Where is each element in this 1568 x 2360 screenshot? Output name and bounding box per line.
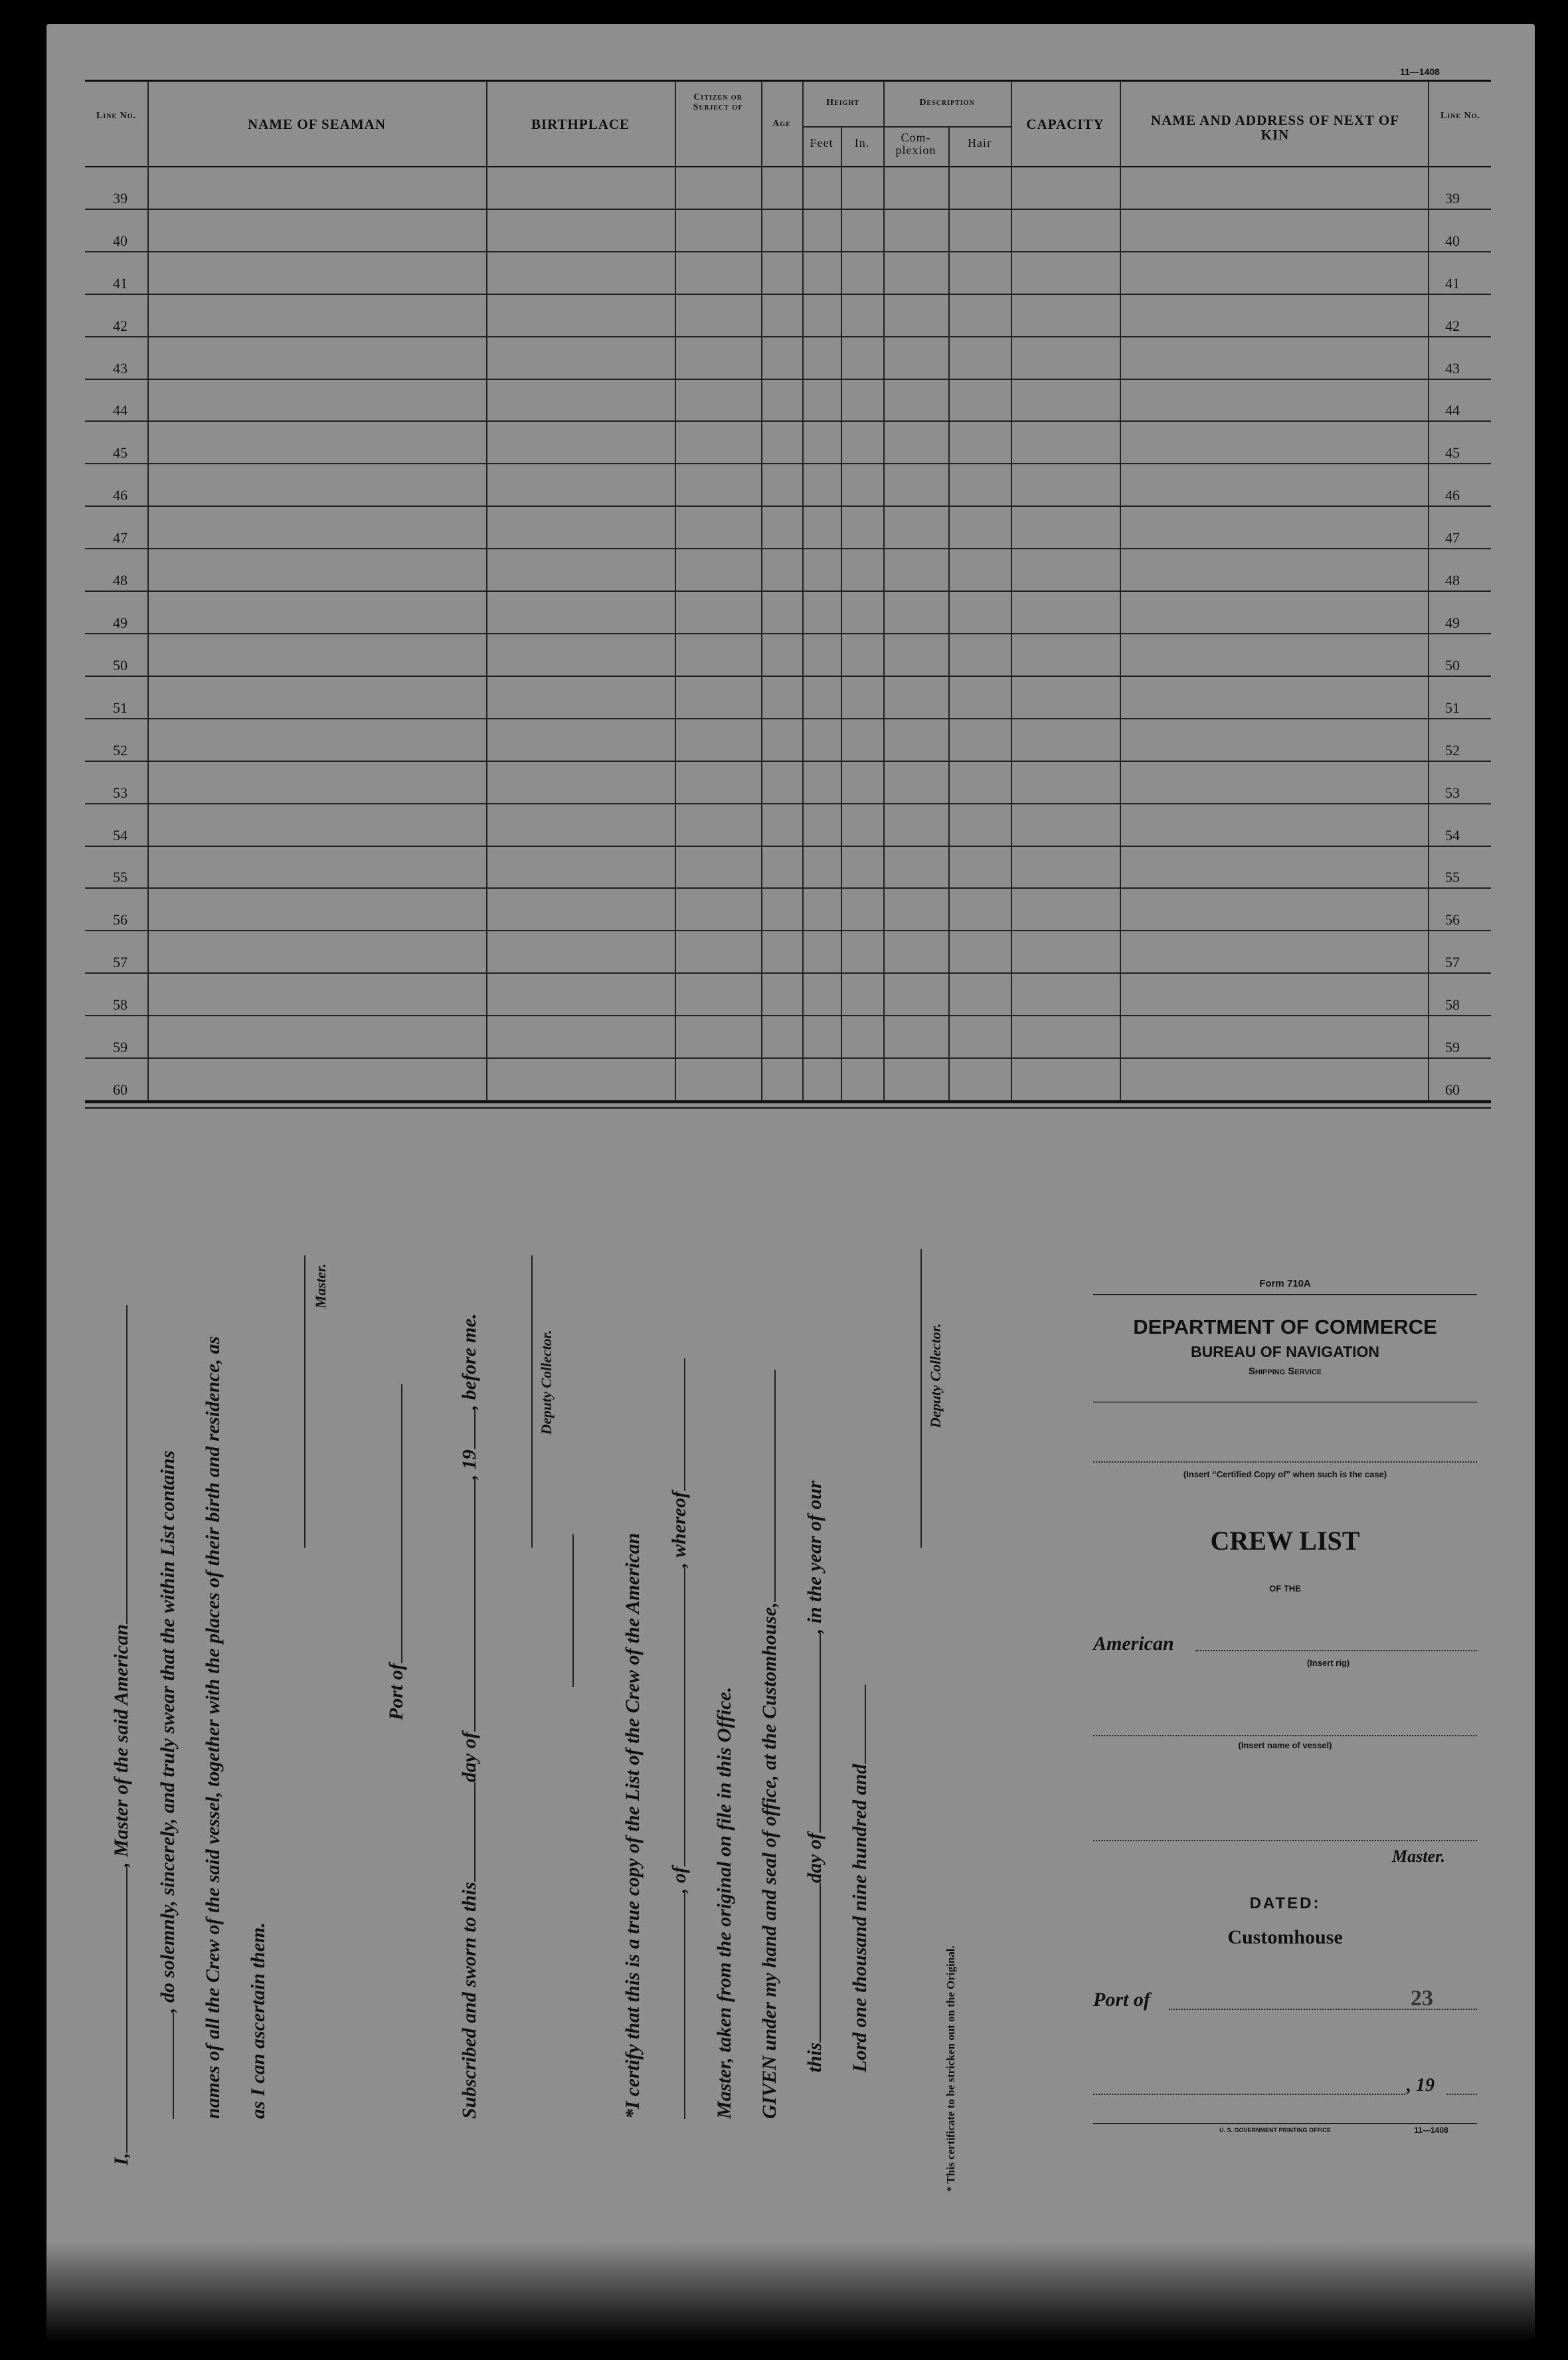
row-number-left: 45: [113, 444, 128, 462]
certified-copy-blank[interactable]: [1093, 1461, 1477, 1463]
year-blank[interactable]: [460, 1409, 476, 1449]
department-title: DEPARTMENT OF COMMERCE: [1133, 1315, 1437, 1338]
cover-year-label: , 19: [1407, 2075, 1435, 2096]
row-number-left: 42: [113, 317, 128, 334]
row-number-right: 56: [1445, 911, 1460, 929]
row-number-right: 60: [1445, 1081, 1460, 1098]
row-number-right: 47: [1445, 529, 1460, 547]
row-number-left: 48: [113, 572, 128, 589]
table-row: [85, 761, 1491, 762]
cert-vessel-blank[interactable]: [669, 1893, 685, 2119]
table-row: [85, 590, 1491, 592]
day-of-text-2: day of: [804, 1833, 826, 1883]
row-number-left: 47: [113, 529, 128, 547]
header-bottom-rule: [85, 166, 1491, 167]
table-top-rule: [85, 80, 1491, 82]
subheader-rule: [802, 126, 1011, 128]
table-row: [85, 1100, 1491, 1101]
header-line-no-right: Line No.: [1440, 111, 1480, 121]
table-row: [85, 294, 1491, 295]
vessel-name-field[interactable]: [1093, 1735, 1477, 1736]
form-code-top: 11—1408: [1400, 66, 1440, 77]
separator-rule: [572, 1534, 574, 1687]
cover-date-blank[interactable]: [1093, 2094, 1405, 2095]
table-bottom-rule-2: [85, 1107, 1491, 1109]
row-number-right: 51: [1445, 699, 1460, 716]
table-row: [85, 463, 1491, 464]
col-divider-feet: [841, 126, 842, 1101]
row-number-right: 46: [1445, 487, 1460, 504]
row-number-left: 40: [113, 232, 128, 249]
affidavit-block: [0, 1209, 956, 2192]
cover-master-label: Master.: [1392, 1847, 1446, 1866]
table-row: [85, 336, 1491, 337]
table-row: [85, 803, 1491, 804]
header-complexion: Com- plexion: [895, 131, 936, 157]
row-number-right: 42: [1445, 317, 1460, 334]
printing-imprint: U. S. GOVERNMENT PRINTING OFFICE: [1219, 2127, 1331, 2133]
port-stamp: 23: [1411, 1986, 1433, 2011]
row-number-left: 51: [113, 699, 128, 716]
lord-line: [849, 1684, 871, 2072]
row-number-left: 50: [113, 656, 128, 674]
month-blank[interactable]: [460, 1479, 476, 1732]
row-number-left: 53: [113, 784, 128, 801]
affidavit-line-4: as I can ascertain them.: [247, 1922, 269, 2119]
row-number-right: 54: [1445, 826, 1460, 844]
header-hair: Hair: [968, 136, 992, 149]
customhouse-blank[interactable]: [760, 1370, 776, 1602]
table-bottom-rule: [85, 1101, 1491, 1103]
row-number-left: 57: [113, 954, 128, 971]
of-whereof-line: [668, 1358, 691, 2119]
row-number-right: 50: [1445, 656, 1460, 674]
lord-text: Lord one thousand nine hundred and: [849, 1764, 871, 2072]
header-capacity: CAPACITY: [1026, 116, 1104, 132]
row-number-right: 59: [1445, 1039, 1460, 1056]
header-description: Description: [919, 98, 975, 108]
row-number-right: 48: [1445, 572, 1460, 589]
header-line-no: Line No.: [96, 111, 136, 121]
table-row: [85, 379, 1491, 380]
master-name-blank[interactable]: [112, 1867, 128, 2153]
row-number-right: 53: [1445, 784, 1460, 801]
row-number-left: 54: [113, 826, 128, 844]
cover-port-of-label: Port of: [1093, 1989, 1150, 2011]
cert-day-blank[interactable]: [805, 1883, 821, 2042]
subscribed-text: Subscribed and sworn to this: [458, 1882, 480, 2119]
row-number-left: 59: [113, 1039, 128, 1056]
table-row: [85, 1015, 1491, 1016]
row-number-left: 39: [113, 189, 128, 207]
affidavit-line-3: names of all the Crew of the said vessel, together with the places of their birth and residence, as: [202, 1336, 224, 2119]
row-number-right: 49: [1445, 614, 1460, 631]
whereof-text: , whereof: [668, 1491, 690, 1568]
american-label: American: [1093, 1633, 1174, 1655]
row-number-right: 40: [1445, 232, 1460, 249]
cover-form-code: 11—1408: [1414, 2126, 1448, 2135]
cover-top-rule: [1093, 1294, 1477, 1295]
row-number-right: 52: [1445, 741, 1460, 759]
insert-vessel-note: (Insert name of vessel): [1238, 1740, 1332, 1750]
row-number-right: 43: [1445, 359, 1460, 377]
port-blank[interactable]: [387, 1384, 402, 1663]
row-number-left: 56: [113, 911, 128, 929]
row-number-left: 55: [113, 869, 128, 886]
row-number-left: 60: [113, 1081, 128, 1098]
of-text: , of: [668, 1866, 690, 1893]
row-number-right: 39: [1445, 189, 1460, 207]
table-row: [85, 548, 1491, 549]
table-row: [85, 633, 1491, 634]
day-blank[interactable]: [460, 1782, 476, 1882]
header-citizen: Citizen or Subject of: [693, 92, 743, 112]
row-number-right: 45: [1445, 444, 1460, 462]
table-row: [85, 209, 1491, 210]
row-number-left: 46: [113, 487, 128, 504]
row-number-right: 41: [1445, 274, 1460, 292]
rig-blank[interactable]: [1195, 1650, 1477, 1651]
deputy-signature-line-1[interactable]: [531, 1255, 533, 1548]
in-year-text: , in the year of our: [804, 1481, 826, 1634]
header-age: Age: [772, 119, 791, 129]
cert-port-blank[interactable]: [669, 1568, 685, 1866]
deputy-signature-line-2[interactable]: [920, 1249, 922, 1548]
cover-rule-2: [1093, 1402, 1477, 1403]
row-number-right: 58: [1445, 996, 1460, 1014]
table-row: [85, 420, 1491, 422]
col-divider-complexion: [948, 126, 950, 1101]
header-birthplace: BIRTHPLACE: [531, 116, 630, 132]
table-row: [85, 972, 1491, 974]
row-number-left: 43: [113, 359, 128, 377]
affidavit-line-1: [110, 1305, 133, 2165]
row-number-left: 41: [113, 274, 128, 292]
table-row: [85, 505, 1491, 507]
row-number-left: 49: [113, 614, 128, 631]
cover-year-blank[interactable]: [1446, 2094, 1477, 2095]
given-line: [758, 1370, 781, 2119]
certify-line: *I certify that this is a true copy of the List of the Crew of the American: [622, 1532, 644, 2119]
header-inches: In.: [854, 136, 870, 149]
cert-month-blank[interactable]: [805, 1633, 821, 1833]
master-label: Master.: [312, 1263, 329, 1309]
affidavit-master-of: , Master of the said American: [110, 1624, 132, 1867]
of-the-label: OF THE: [1269, 1584, 1301, 1593]
cover-master-blank[interactable]: [1093, 1840, 1477, 1841]
header-height: Height: [826, 98, 859, 108]
before-me-text: , before me.: [458, 1313, 480, 1410]
table-row: [85, 251, 1491, 252]
cover-bottom-rule: [1093, 2123, 1477, 2124]
cert-year-blank[interactable]: [850, 1684, 866, 1764]
master-taken-line: Master, taken from the original on file in this Office.: [713, 1686, 735, 2119]
certificate-footnote: * This certificate to be stricken out on the Original.: [944, 1946, 957, 2192]
vessel-name-blank[interactable]: [112, 1305, 128, 1624]
given-text: GIVEN under my hand and seal of office, at the Customhouse,: [758, 1602, 780, 2119]
cert-master-blank[interactable]: [669, 1358, 685, 1491]
row-number-right: 44: [1445, 402, 1460, 419]
affidavit-i: I,: [110, 2152, 132, 2165]
row-number-right: 55: [1445, 869, 1460, 886]
insert-certified-note: (Insert “Certified Copy of” when such is the case): [1183, 1469, 1387, 1479]
master-signature-line[interactable]: [304, 1255, 305, 1548]
table-row: [85, 1057, 1491, 1059]
deputy-label-2: Deputy Collector.: [927, 1323, 944, 1428]
this-text: this: [804, 2042, 826, 2072]
insert-rig-note: (Insert rig): [1306, 1658, 1350, 1668]
affidavit-line-2: [157, 1451, 179, 2119]
vessel-blank-2[interactable]: [158, 2013, 174, 2119]
crew-list-title: CREW LIST: [1210, 1526, 1360, 1556]
bureau-title: BUREAU OF NAVIGATION: [1190, 1343, 1380, 1360]
table-row: [85, 718, 1491, 719]
port-of-line: [385, 1384, 408, 1720]
row-number-left: 44: [113, 402, 128, 419]
customhouse-label: Customhouse: [1227, 1926, 1343, 1948]
row-number-left: 58: [113, 996, 128, 1014]
port-of-label: Port of: [385, 1663, 407, 1720]
header-feet: Feet: [810, 136, 833, 149]
header-name: NAME OF SEAMAN: [247, 116, 387, 132]
subscribed-line: [458, 1313, 481, 2119]
dated-label: DATED:: [1249, 1894, 1321, 1912]
service-title: Shipping Service: [1248, 1366, 1322, 1377]
table-row: [85, 887, 1491, 889]
form-number: Form 710A: [1259, 1278, 1311, 1289]
deputy-label-1: Deputy Collector.: [538, 1330, 555, 1435]
table-row: [85, 676, 1491, 677]
this-day-line: [804, 1481, 826, 2072]
table-row: [85, 846, 1491, 847]
header-next-of-kin: NAME AND ADDRESS OF NEXT OF KIN: [1150, 112, 1400, 143]
row-number-left: 52: [113, 741, 128, 759]
row-number-right: 57: [1445, 954, 1460, 971]
affidavit-swear: , do solemnly, sincerely, and truly swear that the within List contains: [157, 1450, 179, 2013]
year-prefix: , 19: [458, 1449, 480, 1480]
day-of-text: day of: [458, 1732, 480, 1783]
table-row: [85, 930, 1491, 931]
